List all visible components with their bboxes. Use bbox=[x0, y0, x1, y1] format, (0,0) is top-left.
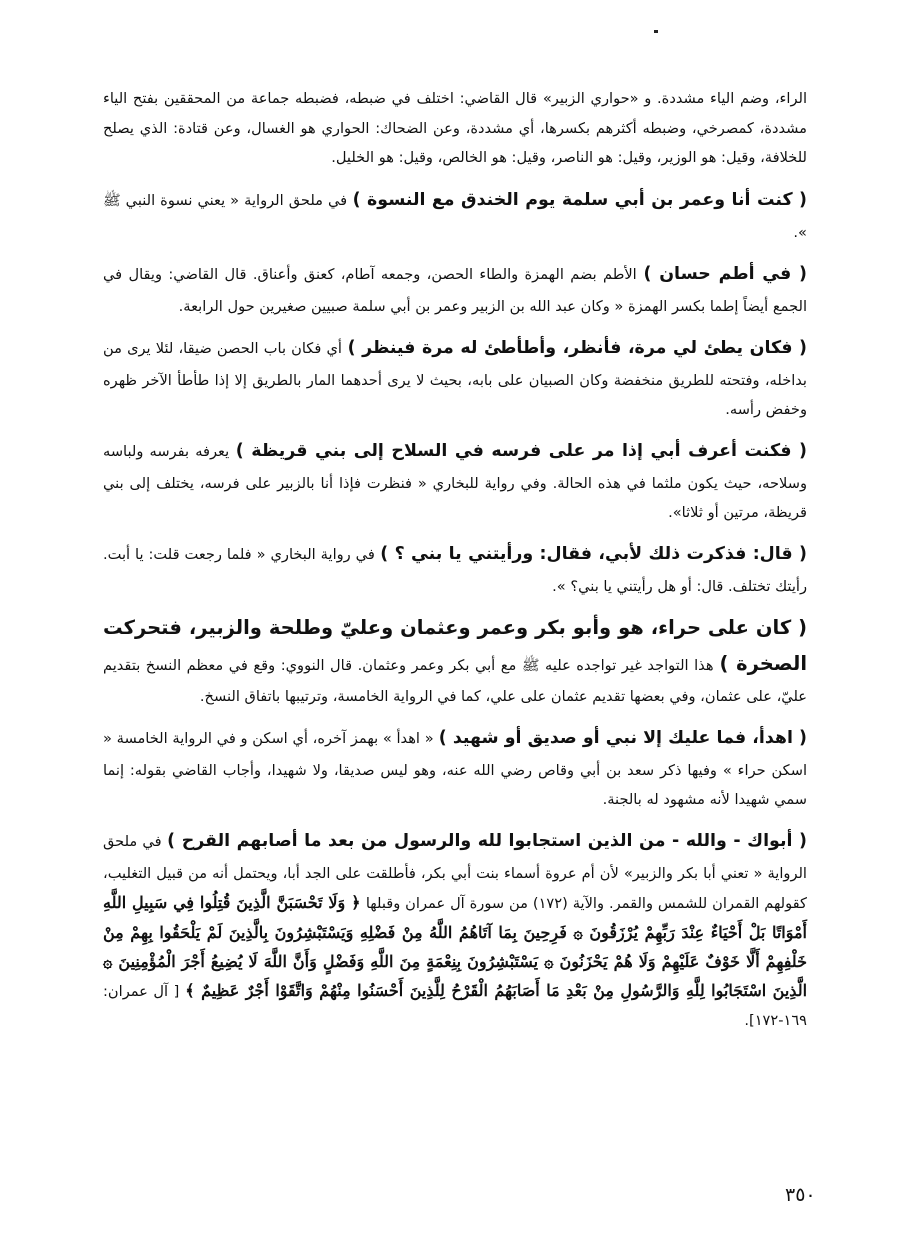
paragraph-text: الراء، وضم الياء مشددة. و «حواري الزبير» قال القاضي: اختلف في ضبطه، فضبطه جماعة من المحققين بفتح الياء مشددة، كمصرخي، وضبطه أكثرهم بكسرها، أي مشددة، وعن الضحاك: الحواري هو الغسال، وعن قتادة: الذي يصلح للخلافة، وقيل: هو الوزير، وقيل: هو الناصر، وقيل: هو الخالص، وقيل: هو الخليل. bbox=[103, 90, 807, 166]
page-number: ٣٥٠ bbox=[785, 1184, 816, 1206]
paragraph-text: أي فكان باب الحصن ضيقا، لئلا يرى من بداخله، وفتحته للطريق منخفضة وكان الصبيان على بابه، بحيث لا يرى أحدهما المار بالطريق إلا إذا طأطأ الآخر ظهره وخفض رأسه. bbox=[103, 339, 807, 418]
quran-verses: ﴿ وَلَا تَحْسَبَنَّ الَّذِينَ قُتِلُوا فِي سَبِيلِ اللَّهِ أَمْوَاتًا بَلْ أَحْيَاءٌ عِنْدَ رَبِّهِمْ يُرْزَقُونَ ۞ فَرِحِينَ بِمَا آتَاهُمُ اللَّهُ مِنْ فَضْلِهِ وَيَسْتَبْشِرُونَ بِالَّذِينَ لَمْ يَلْحَقُوا بِهِمْ مِنْ خَلْفِهِمْ أَلَّا خَوْفٌ عَلَيْهِمْ وَلَا هُمْ يَحْزَنُونَ ۞ يَسْتَبْشِرُونَ بِنِعْمَةٍ مِنَ اللَّهِ وَفَضْلٍ وَأَنَّ اللَّهَ لَا يُضِيعُ أَجْرَ الْمُؤْمِنِينَ ۞ الَّذِينَ اسْتَجَابُوا لِلَّهِ وَالرَّسُولِ مِنْ بَعْدِ مَا أَصَابَهُمُ الْقَرْحُ لِلَّذِينَ أَحْسَنُوا مِنْهُمْ وَاتَّقَوْا أَجْرٌ عَظِيمٌ ﴾ bbox=[103, 892, 808, 1000]
page-body bbox=[103, 84, 807, 1035]
paragraph bbox=[103, 610, 807, 711]
paragraph-heading: ( كان على حراء، هو وأبو بكر وعمر وعثمان وعليّ وطلحة والزبير، فتحركت الصخرة ) bbox=[103, 615, 807, 675]
paragraph bbox=[103, 536, 807, 601]
paragraph-text: يعرفه بفرسه ولباسه وسلاحه، حيث يكون ملثما في هذه الحالة. وفي رواية للبخاري « فنظرت فإذا أنا بالزبير على فرسه، يختلف إلى بني قريظة، مرتين أو ثلاثا». bbox=[103, 442, 807, 521]
paragraph-text: في ملحق الرواية « يعني نسوة النبي ﷺ ». bbox=[103, 191, 807, 241]
paragraph-heading: ( فكنت أعرف أبي إذا مر على فرسه في السلاح إلى بني قريظة ) bbox=[235, 440, 807, 461]
paragraph-heading: ( أبواك - والله - من الذين استجابوا لله والرسول من بعد ما أصابهم القرح ) bbox=[167, 830, 807, 851]
paragraph bbox=[103, 823, 807, 1035]
paragraph bbox=[103, 182, 807, 247]
top-dot bbox=[654, 30, 658, 33]
paragraph-heading: ( اهدأ، فما عليك إلا نبي أو صديق أو شهيد ) bbox=[438, 727, 807, 748]
paragraph bbox=[103, 256, 807, 321]
paragraph-text: في ملحق الرواية « تعني أبا بكر والزبير» لأن أم عروة أسماء بنت أبي بكر، فأطلقت على الجد أبا، ويحتمل أنه من قبيل التغليب، كقولهم القمران للشمس والقمر. والآية (١٧٢) من سورة آل عمران وقبلها bbox=[103, 832, 807, 912]
paragraph-heading: ( كنت أنا وعمر بن أبي سلمة يوم الخندق مع النسوة ) bbox=[352, 189, 807, 210]
verse-citation: [ آل عمران: ١٦٩-١٧٢]. bbox=[103, 982, 807, 1029]
paragraph-text: هذا التواجد غير تواجده عليه ﷺ مع أبي بكر وعمر وعثمان. قال النووي: وقع في معظم النسخ بتقديم عليّ، على عثمان، وفي بعضها تقديم عثمان على علي، كما في الرواية الخامسة، وترتيبها باتفاق النسخ. bbox=[103, 656, 807, 705]
paragraph-heading: ( فكان يطئ لي مرة، فأنظر، وأطأطئ له مرة فينظر ) bbox=[347, 337, 807, 358]
paragraph-heading: ( في أطم حسان ) bbox=[643, 263, 807, 284]
paragraph-heading: ( قال: فذكرت ذلك لأبي، فقال: ورأيتني يا بني ؟ ) bbox=[380, 543, 807, 564]
paragraph-text: في رواية البخاري « فلما رجعت قلت: يا أبت. رأيتك تختلف. قال: أو هل رأيتني يا بني؟ ». bbox=[103, 545, 807, 595]
paragraph bbox=[103, 720, 807, 814]
paragraph bbox=[103, 433, 807, 527]
paragraph bbox=[103, 330, 807, 424]
paragraph-text: الأطم بضم الهمزة والطاء الحصن، وجمعه آطام، كعنق وأعناق. قال القاضي: ويقال في الجمع أيضاً إطما بكسر الهمزة « وكان عبد الله بن الزبير وعمر بن أبي سلمة صبيين صغيرين حول الرابعة. bbox=[103, 265, 807, 315]
paragraph bbox=[103, 84, 807, 173]
paragraph-text: « اهدأ » بهمز آخره، أي اسكن و في الرواية الخامسة « اسكن حراء » وفيها ذكر سعد بن أبي وقاص رضي الله عنه، وهو ليس صديقا، ولا شهيدا، وأجاب القاضي بقوله: إنما سمي شهيدا لأنه مشهود له بالجنة. bbox=[103, 729, 807, 808]
